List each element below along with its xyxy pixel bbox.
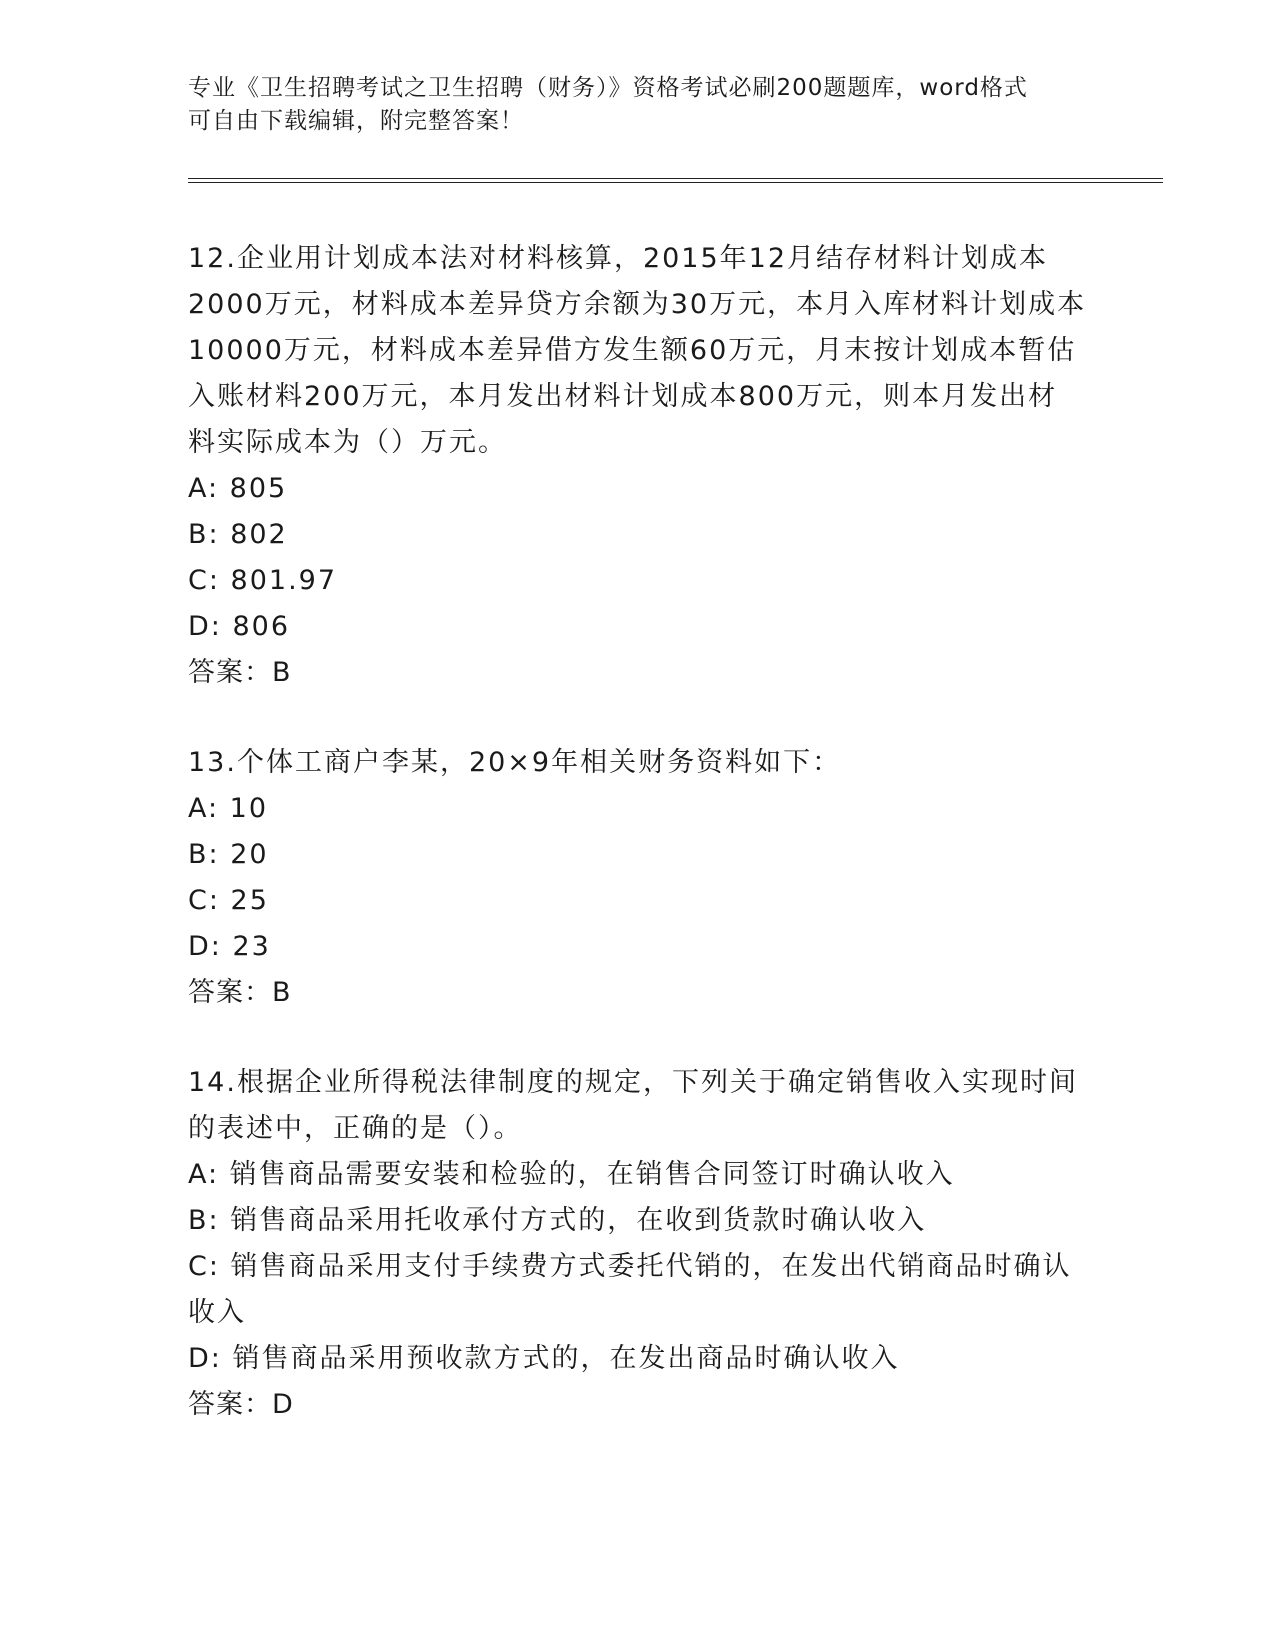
question-14 [188,1060,1088,1428]
question-list [188,236,1088,1472]
question-12 [188,236,1088,696]
answer-label: 答案：D [188,1389,294,1420]
question-13 [188,740,1088,1016]
question-stem-line: 料实际成本为（）万元。 [188,427,507,458]
option-d: D: 806 [188,611,291,642]
document-header [188,72,1088,138]
question-stem-line: 13.个体工商户李某，20×9年相关财务资料如下： [188,747,842,778]
option-c: C: 销售商品采用支付手续费方式委托代销的，在发出代销商品时确认 [188,1251,1072,1282]
option-b: B: 802 [188,519,288,550]
question-stem-line: 2000万元，材料成本差异贷方余额为30万元，本月入库材料计划成本 [188,289,1087,320]
question-stem-line: 12.企业用计划成本法对材料核算，2015年12月结存材料计划成本 [188,243,1049,274]
header-line-2: 可自由下载编辑，附完整答案！ [188,108,524,134]
header-divider [188,178,1163,183]
option-d: D: 销售商品采用预收款方式的，在发出商品时确认收入 [188,1343,900,1374]
option-d: D: 23 [188,931,271,962]
option-b: B: 销售商品采用托收承付方式的，在收到货款时确认收入 [188,1205,927,1236]
header-line-1: 专业《卫生招聘考试之卫生招聘（财务）》资格考试必刷200题题库，word格式 [188,75,1028,101]
question-stem-line: 14.根据企业所得税法律制度的规定，下列关于确定销售收入实现时间 [188,1067,1078,1098]
option-a: A: 销售商品需要安装和检验的，在销售合同签订时确认收入 [188,1159,955,1190]
option-a: A: 10 [188,793,269,824]
question-stem-line: 10000万元，材料成本差异借方发生额60万元，月末按计划成本暂估 [188,335,1077,366]
question-stem-line: 入账材料200万元，本月发出材料计划成本800万元，则本月发出材 [188,381,1058,412]
option-c: C: 25 [188,885,269,916]
question-stem-line: 的表述中，正确的是（）。 [188,1113,523,1144]
option-c: C: 801.97 [188,565,338,596]
option-a: A: 805 [188,473,288,504]
option-c-continued: 收入 [188,1297,246,1328]
answer-label: 答案：B [188,977,292,1008]
answer-label: 答案：B [188,657,292,688]
option-b: B: 20 [188,839,269,870]
